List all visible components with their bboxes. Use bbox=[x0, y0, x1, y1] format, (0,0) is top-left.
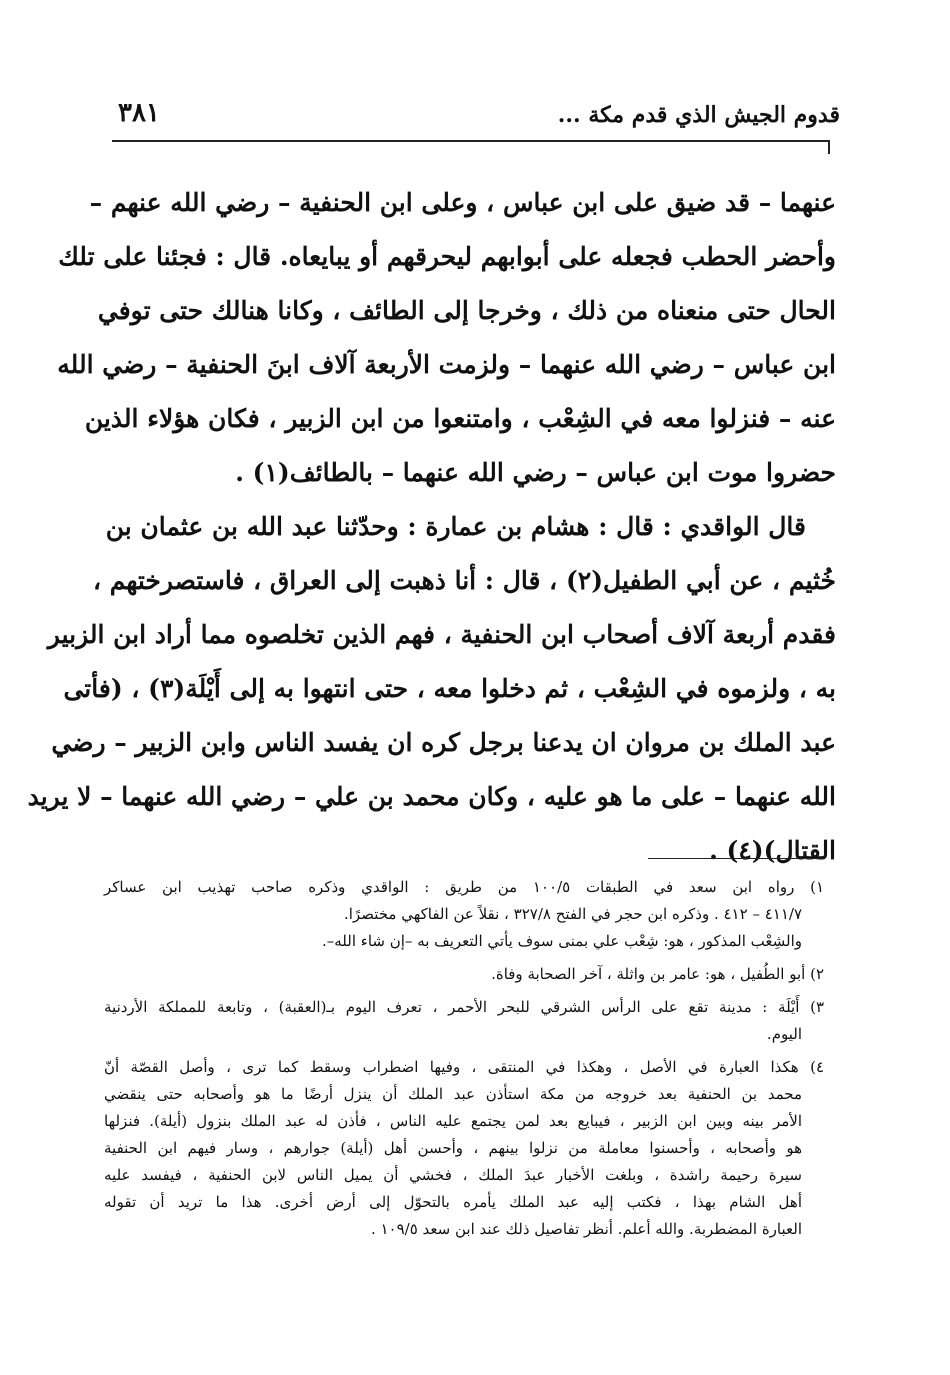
main-line: وأحضر الحطب فجعله على أبوابهم ليحرقهم أو يبايعاه. قال : فجئنا على تلك bbox=[58, 242, 836, 271]
footnote-line: العبارة المضطربة. والله أعلم. أنظر تفاصيل ذلك عند ابن سعد ١٠٩/٥ . bbox=[370, 1220, 802, 1238]
page-number: ٣٨١ bbox=[118, 98, 160, 128]
main-line: عبد الملك بن مروان ان يدعنا برجل كره ان يفسد الناس وابن الزبير – رضي bbox=[51, 728, 836, 757]
footnote-3 bbox=[104, 994, 824, 1048]
main-line: حضروا موت ابن عباس – رضي الله عنهما – بالطائف(١) . bbox=[235, 458, 836, 487]
footnote-1 bbox=[104, 874, 824, 955]
header-rule bbox=[112, 140, 830, 142]
footnote-line: سيرة رحيمة راشدة ، وبلغت الأخبار عبدَ الملك ، فخشي أن يميل الناس لابن الحنفية ، فيفسد عليه bbox=[104, 1166, 802, 1184]
footnote-2 bbox=[104, 961, 824, 988]
main-line: عنه – فنزلوا معه في الشِعْب ، وامتنعوا من ابن الزبير ، فكان هؤلاء الذين bbox=[84, 404, 836, 433]
main-line: ابن عباس – رضي الله عنهما – ولزمت الأربعة آلاف ابنَ الحنفية – رضي الله bbox=[57, 350, 836, 379]
main-line: به ، ولزموه في الشِعْب ، ثم دخلوا معه ، حتى انتهوا به إلى أَيْلَة(٣) ، (فأتى bbox=[63, 674, 836, 703]
footnote-line: أهل الشام بهذا ، فكتب إليه عبد الملك يأمره بالتحوّل إلى أرض أخرى. هذا ما تريد أن تقوله bbox=[104, 1193, 802, 1211]
footnote-4 bbox=[104, 1054, 824, 1243]
footnote-line: هو وأصحابه ، وأحسنوا معاملة من نزلوا بينهم ، وأحسن أهل (أيلة) جوارهم ، وسار فيهم ابن الحنفية bbox=[104, 1139, 802, 1157]
main-line: قال الواقدي : قال : هشام بن عمارة : وحدّثنا عبد الله بن عثمان بن bbox=[105, 512, 806, 541]
main-line: فقدم أربعة آلاف أصحاب ابن الحنفية ، فهم الذين تخلصوه مما أراد ابن الزبير bbox=[47, 620, 836, 649]
main-line: الحال حتى منعناه من ذلك ، وخرجا إلى الطائف ، وكانا هنالك حتى توفي bbox=[97, 296, 836, 325]
main-line: خُثيم ، عن أبي الطفيل(٢) ، قال : أنا ذهبت إلى العراق ، فاستصرختهم ، bbox=[92, 566, 836, 595]
header-rule-tick bbox=[828, 140, 830, 154]
main-text bbox=[27, 176, 836, 878]
footnote-separator bbox=[648, 858, 822, 859]
page-header bbox=[112, 96, 840, 136]
footnote-line: ٤) هكذا العبارة في الأصل ، وهكذا في المنتقى ، وفيها اضطراب وسقط كما ترى ، وأصل القصّة أنّ bbox=[104, 1058, 824, 1076]
footnote-line: ٣) أَيْلَة : مدينة تقع على الرأس الشرقي للبحر الأحمر ، تعرف اليوم بـ(العقبة) ، وتابعة للمملكة الأردنية bbox=[104, 998, 824, 1016]
footnote-line: اليوم. bbox=[766, 1025, 802, 1043]
footnotes bbox=[104, 874, 824, 1243]
main-line: القتال)(٤) . bbox=[709, 836, 836, 865]
footnote-line: الأمر بينه وبين ابن الزبير ، فيبايع بعد لمن يجتمع عليه الناس ، فأذن له عبد الملك بنزول (أيلة). فنزلها bbox=[104, 1112, 802, 1130]
footnote-line: ٤١١/٧ – ٤١٢ . وذكره ابن حجر في الفتح ٣٢٧/٨ ، نقلاً عن الفاكهي مختصرًا. bbox=[343, 905, 802, 923]
footnote-line: ١) رواه ابن سعد في الطبقات ١٠٠/٥ من طريق : الواقدي وذكره صاحب تهذيب ابن عساكر bbox=[104, 878, 824, 896]
footnote-line: محمد بن الحنفية بعد خروجه من مكة استأذن عبد الملك أن ينزل أرضًا ما هو وأصحابه حتى ينقضي bbox=[104, 1085, 802, 1103]
running-title: قدوم الجيش الذي قدم مكة ... bbox=[557, 102, 840, 128]
main-line: عنهما – قد ضيق على ابن عباس ، وعلى ابن الحنفية – رضي الله عنهم – bbox=[89, 188, 836, 217]
footnote-line: ٢) أبو الطُفيل ، هو: عامر بن واثلة ، آخر الصحابة وفاة. bbox=[491, 965, 824, 983]
footnote-line: والشِعْب المذكور ، هو: شِعْب علي بمنى سوف يأتي التعريف به –إن شاء الله–. bbox=[322, 932, 802, 950]
main-line: الله عنهما – على ما هو عليه ، وكان محمد بن علي – رضي الله عنهما – لا يريد bbox=[27, 782, 836, 811]
